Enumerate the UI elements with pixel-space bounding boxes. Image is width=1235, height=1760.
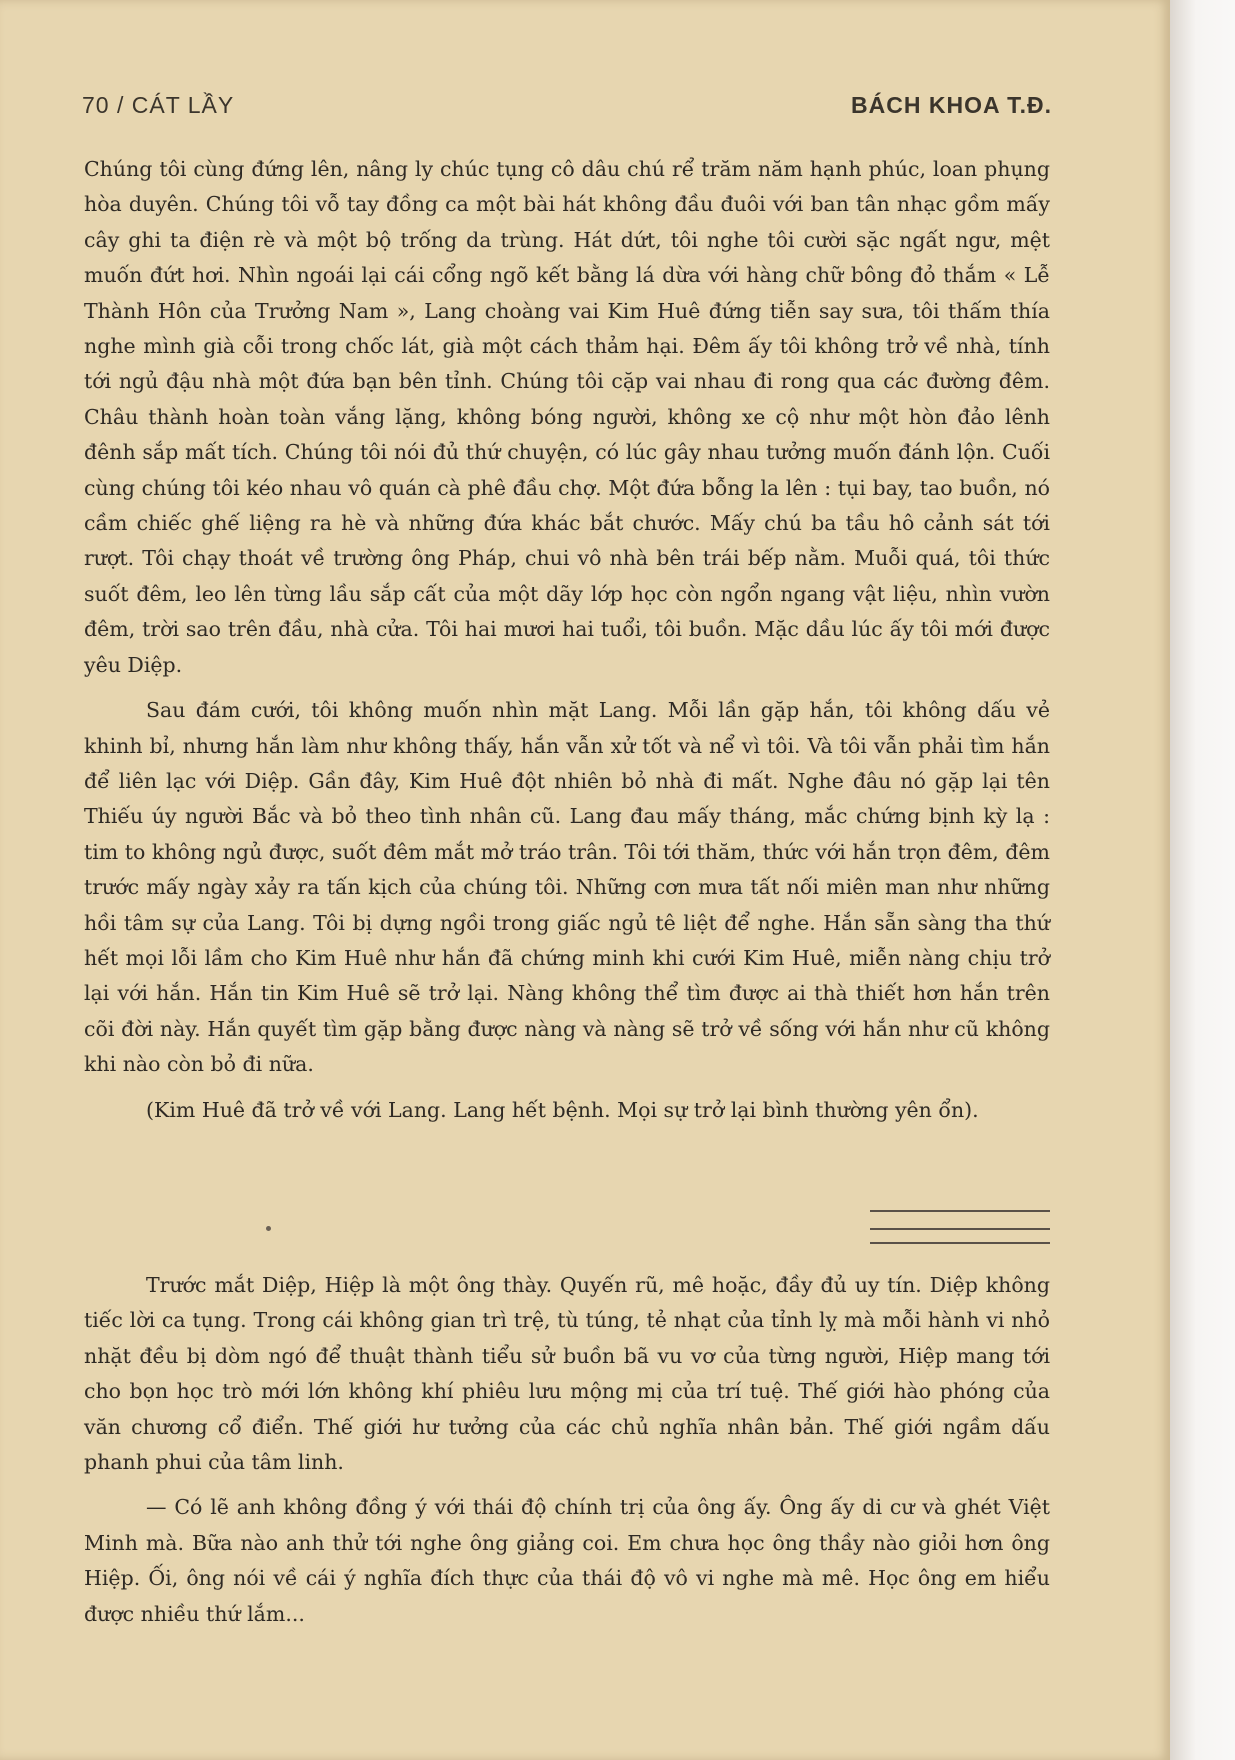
paragraph: (Kim Huê đã trở về với Lang. Lang hết bệnh. Mọi sự trở lại bình thường yên ổn). [146, 1097, 979, 1122]
paragraph: Trước mắt Diệp, Hiệp là một ông thày. Quyến rũ, mê hoặc, đầy đủ uy tín. Diệp không tiếc lời ca tụng. Trong cái không gian trì trệ, tù túng, tẻ nhạt của tỉnh lỵ mà mỗi hành vi nhỏ nhặt đều bị dòm ngó để thuật thành tiểu sử buồn bã vu vơ của từng người, Hiệp mang tới cho bọn học trò mới lớn không khí phiêu lưu mộng mị của trí tuệ. Thế giới hào phóng của văn chương cổ điển. Thế giới hư tưởng của các chủ nghĩa nhân bản. Thế giới ngầm dấu phanh phui của tâm linh. [84, 1273, 1050, 1475]
paragraph: Sau đám cưới, tôi không muốn nhìn mặt Lang. Mỗi lần gặp hắn, tôi không dấu vẻ khinh bỉ, nhưng hắn làm như không thấy, hắn vẫn xử tốt và nể vì tôi. Và tôi vẫn phải tìm hắn để liên lạc với Diệp. Gần đây, Kim Huê đột nhiên bỏ nhà đi mất. Nghe đâu nó gặp lại tên Thiếu úy người Bắc và bỏ theo tình nhân cũ. Lang đau mấy tháng, mắc chứng bịnh kỳ lạ : tim to không ngủ được, suốt đêm mắt mở tráo trân. Tôi tới thăm, thức với hắn trọn đêm, đêm trước mấy ngày xảy ra tấn kịch của chúng tôi. Những cơn mưa tất nối miên man như những hồi tâm sự của Lang. Tôi bị dựng ngồi trong giấc ngủ tê liệt để nghe. Hắn sẵn sàng tha thứ hết mọi lỗi lầm cho Kim Huê như hắn đã chứng minh khi cưới Kim Huê, miễn nàng chịu trở lại với hắn. Hắn tin Kim Huê sẽ trở lại. Nàng không thể tìm được ai thà thiết hơn hắn trên cõi đời này. Hắn quyết tìm gặp bằng được nàng và nàng sẽ trở về sống với hắn như cũ không khi nào còn bỏ đi nữa. [84, 698, 1050, 1077]
section-two [84, 1268, 1050, 1632]
section-one [84, 152, 1050, 1128]
publication-name: BÁCH KHOA T.Đ. [851, 92, 1052, 118]
section-divider [870, 1228, 1050, 1230]
ink-dot [266, 1226, 271, 1231]
section-divider [870, 1210, 1050, 1212]
page-number-and-title: 70 / CÁT LẦY [82, 92, 235, 118]
page-header [82, 92, 1052, 126]
dialogue-paragraph: — Có lẽ anh không đồng ý với thái độ chính trị của ông ấy. Ông ấy di cư và ghét Việt Minh mà. Bữa nào anh thử tới nghe ông giảng coi. Em chưa học ông thầy nào giỏi hơn ông Hiệp. Ối, ông nói về cái ý nghĩa đích thực của thái độ vô vi nghe mà mê. Học ông em hiểu được nhiều thứ lắm... [84, 1495, 1050, 1626]
paragraph: Chúng tôi cùng đứng lên, nâng ly chúc tụng cô dâu chú rể trăm năm hạnh phúc, loan phụng hòa duyên. Chúng tôi vỗ tay đồng ca một bài hát không đầu đuôi với ban tân nhạc gồm mấy cây ghi ta điện rè và một bộ trống da trùng. Hát dứt, tôi nghe tôi cười sặc ngất ngư, mệt muốn đứt hơi. Nhìn ngoái lại cái cổng ngõ kết bằng lá dừa với hàng chữ bông đỏ thắm « Lễ Thành Hôn của Trưởng Nam », Lang choàng vai Kim Huê đứng tiễn say sưa, tôi thấm thía nghe mình già cỗi trong chốc lát, già một cách thảm hại. Đêm ấy tôi không trở về nhà, tính tới ngủ đậu nhà một đứa bạn bên tỉnh. Chúng tôi cặp vai nhau đi rong qua các đường đêm. Châu thành hoàn toàn vắng lặng, không bóng người, không xe cộ như một hòn đảo lênh đênh sắp mất tích. Chúng tôi nói đủ thứ chuyện, có lúc gây nhau tưởng muốn đánh lộn. Cuối cùng chúng tôi kéo nhau vô quán cà phê đầu chợ. Một đứa bỗng la lên : tụi bay, tao buồn, nó cầm chiếc ghế liệng ra hè và những đứa khác bắt chước. Mấy chú ba tầu hô cảnh sát tới rượt. Tôi chạy thoát về trường ông Pháp, chui vô nhà bên trái bếp nằm. Muỗi quá, tôi thức suốt đêm, leo lên từng lầu sắp cất của một dãy lớp học còn ngổn ngang vật liệu, nhìn vườn đêm, trời sao trên đầu, nhà cửa. Tôi hai mươi hai tuổi, tôi buồn. Mặc dầu lúc ấy tôi mới được yêu Diệp. [84, 157, 1050, 677]
page-edge [1170, 0, 1235, 1760]
section-divider [870, 1242, 1050, 1244]
